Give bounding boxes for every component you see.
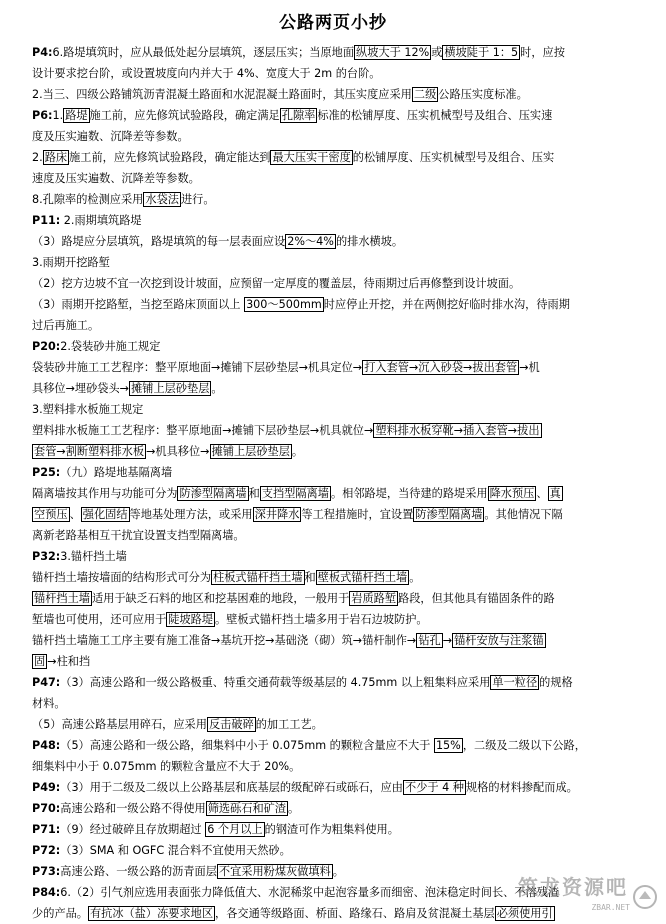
- text-span: 和: [304, 571, 316, 584]
- text-span: 锚杆挡土墙施工工序主要有施工准备→基坑开挖→基础浇（砌）筑→锚杆制作→: [32, 634, 417, 647]
- text-line: [32, 273, 650, 294]
- text-line: [32, 231, 650, 252]
- text-line: [32, 294, 650, 315]
- text-span: 塑料排水板施工工艺程序：整平原地面→摊铺下层砂垫层→机具就位→: [32, 424, 374, 437]
- text-span: 2.: [32, 151, 43, 164]
- text-span: 。其他情况下隔: [484, 508, 563, 521]
- boxed-keyword: 反击破碎: [208, 718, 254, 731]
- text-line: [32, 126, 650, 147]
- text-span: 速度及压实遍数、沉降差等参数。: [32, 172, 200, 185]
- text-span: （2）挖方边坡不宜一次挖到设计坡面，应预留一定厚度的覆盖层，待雨期过后再修整到设计坡面。: [32, 277, 521, 290]
- boxed-keyword: 水袋法: [145, 193, 179, 206]
- text-span: （九）路堤地基隔离墙: [60, 466, 173, 479]
- text-line: [32, 609, 650, 630]
- boxed-keyword: 深井降水: [254, 508, 300, 521]
- text-line: [32, 147, 650, 168]
- text-span: 、: [536, 487, 548, 500]
- text-line: [32, 630, 650, 651]
- text-span: 。壁板式锚杆挡土墙多用于岩石边坡防护。: [215, 613, 428, 626]
- boxed-keyword: 塑料排水板穿靴→插入套管→拔出: [375, 424, 540, 437]
- text-span: （3）SMA 和 OGFC 混合料不宜使用天然砂。: [60, 844, 291, 857]
- page-reference: P4:: [32, 46, 53, 59]
- text-span: 锚杆挡土墙按墙面的结构形式可分为: [32, 571, 212, 584]
- text-line: [32, 798, 650, 819]
- text-span: 等工程措施时，宜设置: [301, 508, 414, 521]
- boxed-keyword: 柱板式锚杆挡土墙: [213, 571, 303, 584]
- text-span: 施工前，应先修筑试验路段，确定能达到: [69, 151, 271, 164]
- text-line: [32, 840, 650, 861]
- boxed-keyword: 最大压实干密度: [272, 151, 351, 164]
- boxed-keyword: 固: [34, 655, 46, 668]
- text-span: 适用于缺乏石料的地区和挖基困难的地段，一般用于: [91, 592, 350, 605]
- boxed-keyword: 路床: [44, 151, 68, 164]
- text-span: 6.路堤填筑时，应从最低处起分层填筑，逐层压实；当原地面: [52, 46, 355, 59]
- boxed-keyword: 纵坡大于 12%: [356, 46, 430, 59]
- boxed-keyword: 陡坡路堤: [168, 613, 214, 626]
- boxed-keyword: 必须使用引: [496, 907, 553, 920]
- text-span: 2.当三、四级公路铺筑沥青混凝土路面和水泥混凝土路面时，其压实度应采用: [32, 88, 412, 101]
- page-reference: P6:: [32, 109, 53, 122]
- text-line: [32, 63, 650, 84]
- page-reference: P32:: [32, 550, 61, 563]
- boxed-keyword: 孔隙率: [281, 109, 316, 122]
- text-line: [32, 693, 650, 714]
- text-span: （5）高速公路和一级公路，细集料中小于 0.075mm 的颗粒含量应不大于: [60, 739, 434, 752]
- text-span: 标准的松铺厚度、压实机械型号及组合、压实速: [317, 109, 553, 122]
- document-body: [32, 42, 650, 924]
- text-span: →机: [519, 361, 540, 374]
- text-span: 具移位→埋砂袋头→: [32, 382, 130, 395]
- boxed-keyword: 2%～4%: [287, 235, 334, 248]
- page-reference: P84:: [32, 886, 61, 899]
- text-line: [32, 525, 650, 546]
- text-span: 规格的材料掺配而成。: [465, 781, 578, 794]
- text-line: [32, 504, 650, 525]
- text-span: 3.锚杆挡土墙: [60, 550, 127, 563]
- text-line: [32, 714, 650, 735]
- text-span: 。: [211, 382, 223, 395]
- text-span: 6.（2）引气剂应选用表面张力降低值大、水泥稀浆中起泡容量多而细密、泡沫稳定时间长、不溶残渣: [60, 886, 560, 899]
- text-span: 的加工工艺。: [255, 718, 323, 731]
- boxed-keyword: 支挡型隔离墙: [261, 487, 329, 500]
- boxed-keyword: 筛选砾石和矿渣: [207, 802, 287, 815]
- page-reference: P71:: [32, 823, 61, 836]
- text-line: [32, 735, 650, 756]
- text-line: [32, 336, 650, 357]
- text-span: ，各交通等级路面、桥面、路缘石、路肩及贫混凝土基层: [215, 907, 495, 920]
- text-span: 、: [69, 508, 81, 521]
- boxed-keyword: 打入套管→沉入砂袋→拔出套管: [364, 361, 518, 374]
- text-span: 2.袋装砂井施工规定: [60, 340, 161, 353]
- text-span: →柱和挡: [47, 655, 91, 668]
- text-line: [32, 567, 650, 588]
- text-span: 时应停止开挖，并在两侧挖好临时排水沟，待雨期: [323, 298, 570, 311]
- boxed-keyword: 二级: [413, 88, 437, 101]
- boxed-keyword: 防渗型隔离墙: [415, 508, 483, 521]
- page-title: 公路两页小抄: [279, 13, 387, 33]
- page-reference: P73:: [32, 865, 61, 878]
- boxed-keyword: 壁板式锚杆挡土墙: [317, 571, 408, 584]
- text-line: [32, 357, 650, 378]
- text-span: 或: [431, 46, 443, 59]
- watermark-logo-icon: [632, 884, 658, 910]
- watermark-subtext: ZBAR.NET: [591, 903, 630, 912]
- text-span: （3）高速公路和一级公路极重、特重交通荷载等级基层的 4.75mm 以上粗集料应采用: [60, 676, 491, 689]
- boxed-keyword: 真: [549, 487, 561, 500]
- text-span: 3.塑料排水板施工规定: [32, 403, 144, 416]
- text-span: 的钢渣可作为粗集料使用。: [264, 823, 399, 836]
- boxed-keyword: 路堤: [65, 109, 88, 122]
- text-span: 。: [291, 445, 304, 458]
- text-span: （3）路堤应分层填筑，路堤填筑的每一层表面应设: [32, 235, 286, 248]
- page-reference: P25:: [32, 466, 61, 479]
- boxed-keyword: 降水预压: [489, 487, 535, 500]
- boxed-keyword: 空预压: [34, 508, 68, 521]
- boxed-keyword: 15%: [435, 739, 461, 752]
- boxed-keyword: 套管→割断塑料排水板: [34, 445, 145, 458]
- text-span: （5）高速公路基层用碎石，应采用: [32, 718, 207, 731]
- text-span: →: [442, 634, 453, 647]
- page-reference: P49:: [32, 781, 61, 794]
- page-reference: P48:: [32, 739, 61, 752]
- watermark-text: 筑龙资源吧: [518, 875, 628, 899]
- text-span: 等地基处理方法，或采用: [129, 508, 253, 521]
- text-span: 。: [332, 865, 344, 878]
- text-span: 时，应按: [520, 46, 565, 59]
- boxed-keyword: 摊铺上层砂垫层: [211, 445, 290, 458]
- boxed-keyword: 强化固结: [82, 508, 128, 521]
- text-span: 的规格: [539, 676, 573, 689]
- boxed-keyword: 不少于 4 种: [405, 781, 464, 794]
- text-span: 少的产品。: [32, 907, 88, 920]
- text-line: [32, 189, 650, 210]
- text-span: （9）经过破碎且存放期超过: [60, 823, 206, 836]
- boxed-keyword: 锚杆挡土墙: [34, 592, 90, 605]
- text-line: [32, 105, 650, 126]
- text-span: 的排水横坡。: [335, 235, 404, 248]
- text-line: [32, 588, 650, 609]
- text-span: 2.雨期填筑路堤: [60, 214, 142, 227]
- boxed-keyword: 横坡陡于 1：5: [444, 46, 519, 59]
- text-line: [32, 651, 650, 672]
- text-span: 进行。: [180, 193, 215, 206]
- text-line: [32, 756, 650, 777]
- text-span: 。: [288, 802, 300, 815]
- watermark: [518, 876, 658, 916]
- text-span: 细集料中小于 0.075mm 的颗粒含量应不大于 20%。: [32, 760, 301, 773]
- page-reference: P11:: [32, 214, 61, 227]
- text-span: 公路压实度标准。: [438, 88, 528, 101]
- text-span: 堑墙也可使用，还可应用于: [32, 613, 167, 626]
- text-span: 高速公路和一级公路不得使用: [60, 802, 206, 815]
- text-line: [32, 777, 650, 798]
- text-span: 施工前，应先修筑试验路段，确定满足: [89, 109, 280, 122]
- text-span: 高速公路、一级公路的沥青面层: [60, 865, 217, 878]
- page-reference: P70:: [32, 802, 61, 815]
- text-line: [32, 399, 650, 420]
- text-span: 路段，但其他具有锚固条件的路: [398, 592, 555, 605]
- text-line: [32, 462, 650, 483]
- text-line: [32, 315, 650, 336]
- text-line: [32, 819, 650, 840]
- boxed-keyword: 300～500mm: [246, 298, 322, 311]
- text-span: 和: [248, 487, 260, 500]
- text-line: [32, 420, 650, 441]
- boxed-keyword: 6 个月以上: [207, 823, 263, 836]
- text-span: 的松铺厚度、压实机械型号及组合、压实: [352, 151, 555, 164]
- page-reference: P47:: [32, 676, 61, 689]
- page-reference: P72:: [32, 844, 61, 857]
- boxed-keyword: 有抗冰（盐）冻要求地区: [89, 907, 214, 920]
- boxed-keyword: 摊铺上层砂垫层: [131, 382, 210, 395]
- text-line: [32, 42, 650, 63]
- text-line: [32, 672, 650, 693]
- text-span: （3）用于二级及二级以上公路基层和底基层的级配碎石或砾石，应由: [60, 781, 403, 794]
- boxed-keyword: 钻孔: [418, 634, 441, 647]
- text-line: [32, 378, 650, 399]
- text-span: 。: [409, 571, 421, 584]
- text-line: [32, 441, 650, 462]
- text-span: 1.: [52, 109, 64, 122]
- text-span: ，二级及二级以下公路，: [462, 739, 586, 752]
- boxed-keyword: 岩质路堑: [351, 592, 397, 605]
- boxed-keyword: 不宜采用粉煤灰做填料: [218, 865, 331, 878]
- text-span: 隔离墙按其作用与功能可分为: [32, 487, 178, 500]
- text-span: 离新老路基相互干扰宜设置支挡型隔离墙。: [32, 529, 245, 542]
- boxed-keyword: 单一粒径: [492, 676, 538, 689]
- text-line: [32, 84, 650, 105]
- text-span: 3.雨期开挖路堑: [32, 256, 110, 269]
- text-span: 袋装砂井施工工艺程序：整平原地面→摊铺下层砂垫层→机具定位→: [32, 361, 363, 374]
- text-line: [32, 483, 650, 504]
- text-span: 材料。: [32, 697, 66, 710]
- boxed-keyword: 锚杆安放与注浆锚: [454, 634, 544, 647]
- text-span: 设计要求挖台阶，或设置坡度向内并大于 4%、宽度大于 2m 的台阶。: [32, 67, 381, 80]
- page-reference: P20:: [32, 340, 61, 353]
- text-span: →机具移位→: [146, 445, 210, 458]
- text-span: 度及压实遍数、沉降差等参数。: [32, 130, 189, 143]
- text-span: 8.孔隙率的检测应采用: [32, 193, 144, 206]
- text-line: [32, 546, 650, 567]
- text-line: [32, 210, 650, 231]
- text-line: [32, 252, 650, 273]
- text-span: 过后再施工。: [32, 319, 100, 332]
- text-line: [32, 168, 650, 189]
- text-span: 。相邻路堤，当待建的路堤采用: [330, 487, 488, 500]
- boxed-keyword: 防渗型隔离墙: [179, 487, 247, 500]
- text-span: （3）雨期开挖路堑，当挖至路床顶面以上: [32, 298, 245, 311]
